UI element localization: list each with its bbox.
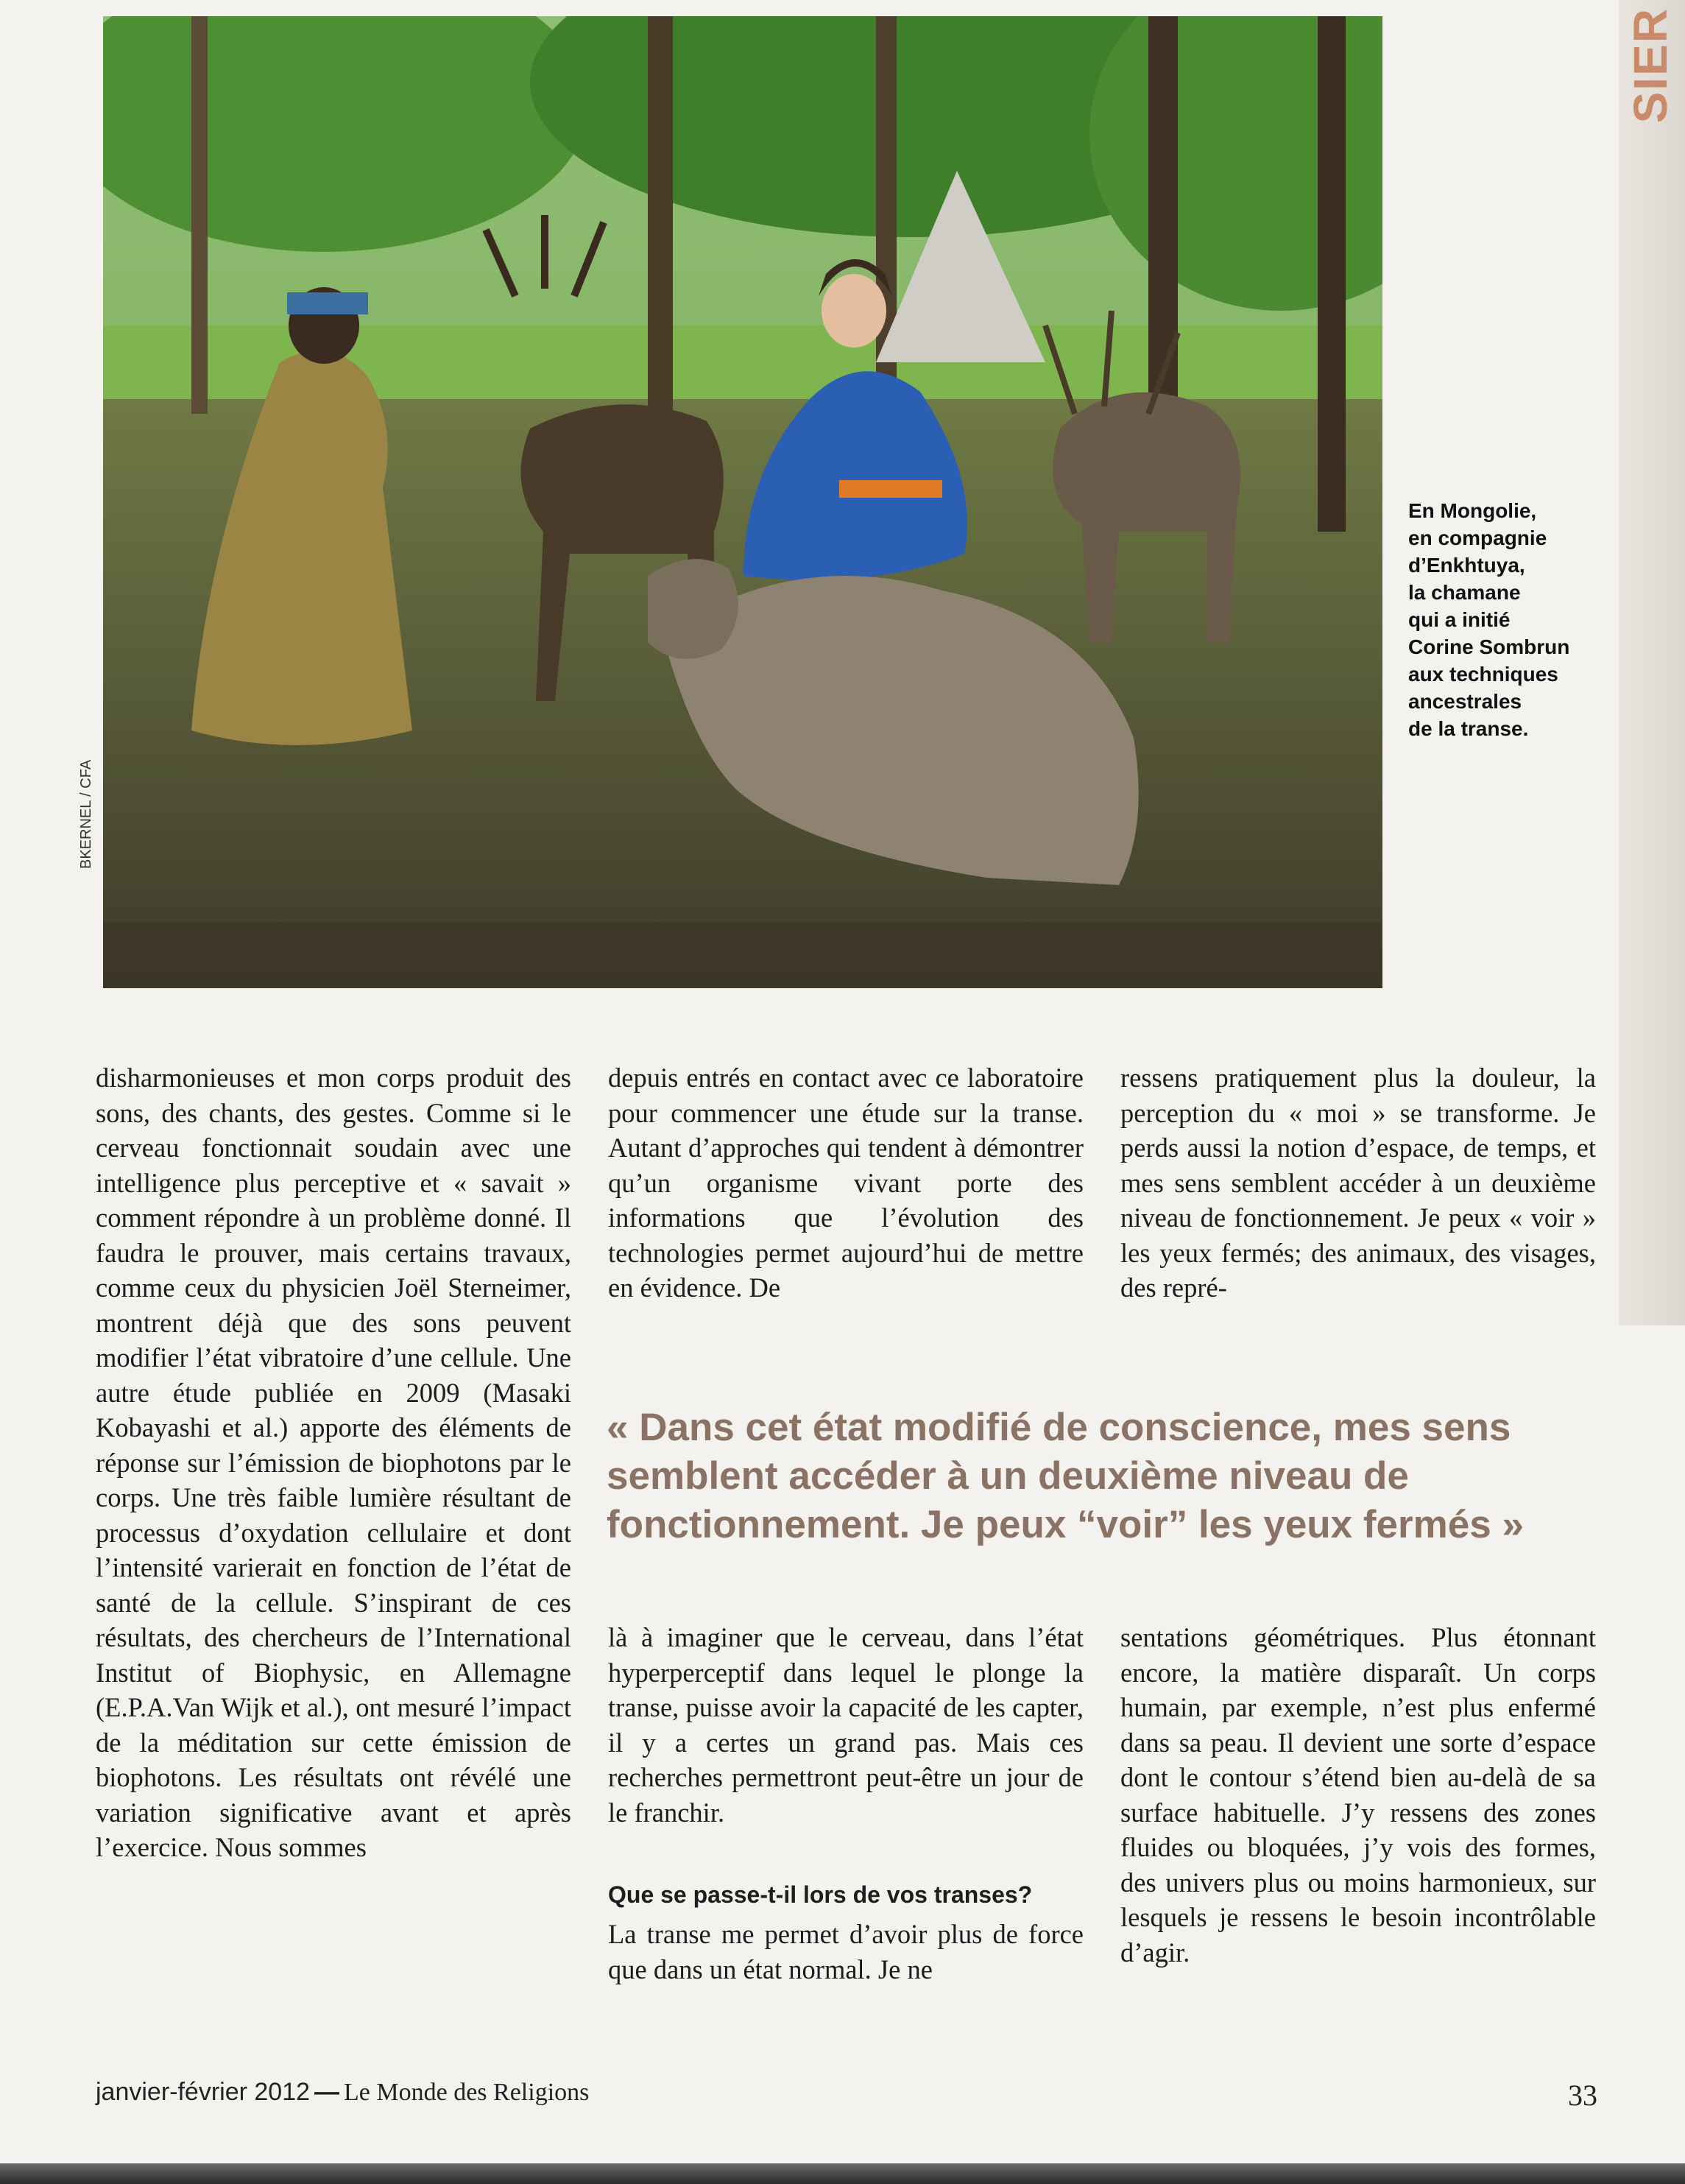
section-tab-text: SIER [1624,7,1677,124]
photo-credit: BKERNEL / CFA [78,759,94,869]
issue-date: janvier-février 2012 [96,2078,311,2106]
article-column-2-bottom: La transe me permet d’avoir plus de force que dans un état normal. Je ne [608,1919,1084,1984]
page-number: 33 [1568,2079,1597,2112]
footer-separator: — [314,2078,340,2106]
interview-question: Que se passe-t-il lors de vos transes? [608,1881,1033,1908]
article-column-3-top: ressens pratiquement plus la douleur, la perception du « moi » se transforme. Je perds aussi la notion d’espace, de temps, et mes sens semblent accéder à un deuxième niveau de fonctionnement. Je peux « voir » les yeux fermés; des animaux, des visages, des repré- [1120,1063,1596,1303]
article-photo [103,16,1382,988]
article-column-2-top: depuis entrés en contact avec ce laboratoire pour commencer une étude sur la transe. Autant d’approches qui tendent à démontrer qu’un organisme vivant porte des informations que l’évolution des technologies permet aujourd’hui de mettre en évidence. De [608,1063,1084,1303]
pull-quote: « Dans cet état modifié de conscience, mes sens semblent accéder à un deuxième niveau de fonctionnement. Je peux “voir” les yeux fermés » [595,1399,1630,1560]
page-footer [96,2078,1597,2122]
article-column-3-bottom: sentations géométriques. Plus étonnant encore, la matière disparaît. Un corps humain, par exemple, n’est plus enfermé dans sa peau. Il devient une sorte d’espace dont le contour s’étend bien au-delà de sa surface habituelle. J’y ressens des zones fluides ou bloquées, j’y vois des formes, des univers plus ou moins harmonieux, sur lesquels je ressens le besoin incontrôlable d’agir. [1120,1622,1596,1968]
magazine-name: Le Monde des Religions [344,2079,590,2106]
photo-caption: En Mongolie, en compagnie d’Enkhtuya, la chamane qui a initié Corine Sombrun aux techniques ancestrales de la transe. [1408,499,1570,740]
article-column-2-middle: là à imaginer que le cerveau, dans l’état hyperperceptif dans lequel le plonge la transe, puisse avoir la capacité de les capter, il y a certes un grand pas. Mais ces recherches permettront peut-être un jour de le franchir. [608,1622,1084,1828]
adjacent-page-bleed [1619,0,1685,1325]
article-column-1: disharmonieuses et mon corps produit des sons, des chants, des gestes. Comme si le cerveau fonctionnait soudain avec une intelligence plus perceptive et « savait » comment répondre à un problème donné. Il faudra le prouver, mais certains travaux, comme ceux du physicien Joël Sterneimer, montrent déjà que des sons peuvent modifier l’état vibratoire d’une cellule. Une autre étude publiée en 2009 (Masaki Kobayashi et al.) apporte des éléments de réponse sur l’émission de biophotons par le corps. Une très faible lumière résultant de processus d’oxydation cellulaire et dont l’intensité varierait en fonction de l’état de santé de la cellule. S’inspirant de ces résultats, des chercheurs de l’International Institut of Biophysic, en Allemagne (E.P.A.Van Wijk et al.), ont mesuré l’impact de la méditation sur cette émission de biophotons. Les résultats ont révélé une variation significative avant et après l’exercice. Nous sommes [96,1063,571,1862]
scan-edge [0,2163,1685,2184]
photo-illustration [103,16,1382,988]
